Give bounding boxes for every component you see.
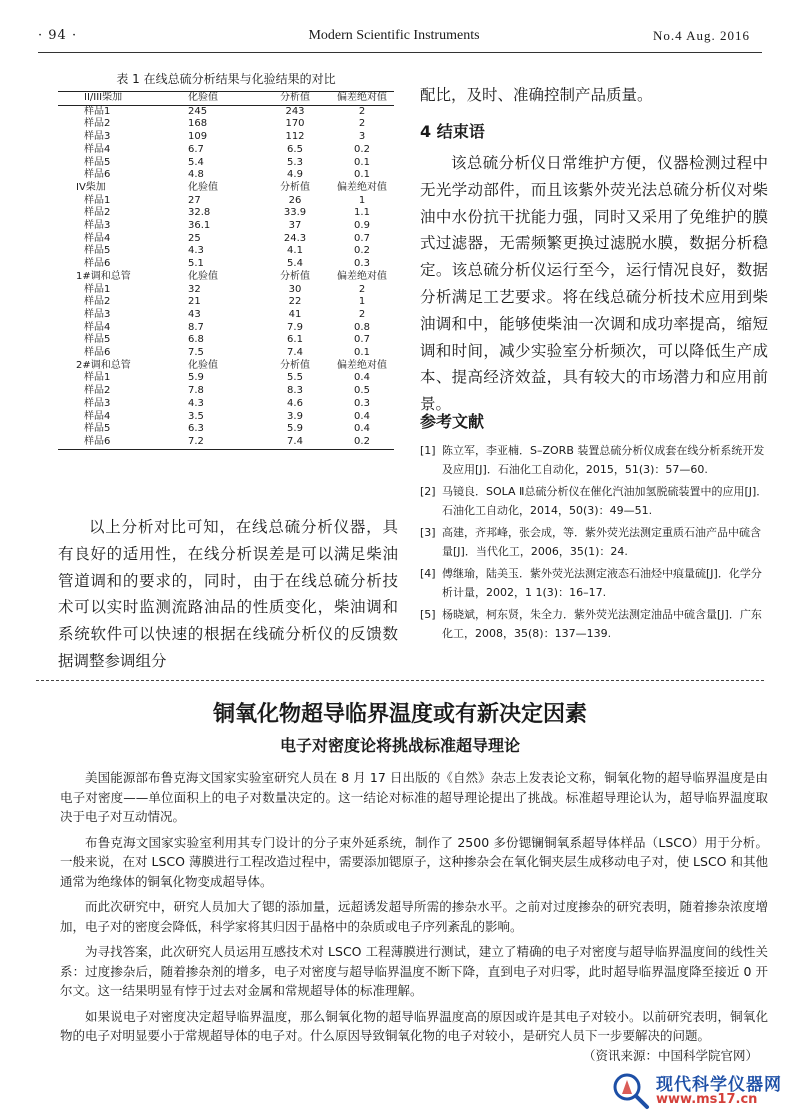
table-row <box>58 169 394 182</box>
table-cell: IV柴加 <box>76 181 106 193</box>
table-cell: 32 <box>188 283 201 295</box>
news-paragraph: 如果说电子对密度决定超导临界温度，那么铜氧化物的超导临界温度高的原因或许是其电子对较小。以前研究表明，铜氧化物的电子对明显要小于常规超导体的电子对。什么原因导致铜氧化物的电子对较小，是研究人员下一步要解决的问题。 <box>60 1008 768 1043</box>
news-paragraph: 而此次研究中，研究人员加大了锶的添加量，远超诱发超导所需的掺杂水平。之前对过度掺杂的研究表明，随着掺杂浓度增加，电子对的密度会降低，科学家将其归因于晶格中的杂质或电子序列紊乱的影响。 <box>60 899 768 934</box>
table-cell: 4.8 <box>188 169 204 181</box>
table-row <box>58 334 394 347</box>
table-cell: 24.3 <box>283 232 307 244</box>
table-cell: 5.4 <box>287 258 303 270</box>
table-cell: 5.3 <box>287 156 303 168</box>
table-cell: 8.3 <box>287 385 303 397</box>
table-cell: 0.7 <box>354 232 370 244</box>
table-cell: 1 <box>358 194 366 206</box>
table-cell: 3 <box>358 131 366 143</box>
page-header <box>38 28 750 48</box>
table-cell: 分析值 <box>280 181 310 193</box>
reference-text: 高建，齐邦峰，张会成，等．紫外荧光法测定重质石油产品中硫含量[J]．当代化工，2006，35(1)：24. <box>442 526 761 558</box>
table-cell: 分析值 <box>280 359 310 371</box>
table-cell: 样品5 <box>84 245 111 257</box>
table-row <box>58 207 394 220</box>
references-heading: 参考文献 <box>420 412 485 431</box>
table-cell: 0.7 <box>354 334 370 346</box>
table-cell: 样品2 <box>84 296 111 308</box>
table-header-cell: 偏差绝对值 <box>337 92 387 103</box>
table-row <box>58 271 394 284</box>
reference-number: [4] <box>420 567 436 580</box>
watermark-name: 现代科学仪器网 <box>656 1075 782 1095</box>
table-cell: 样品5 <box>84 156 111 168</box>
table-cell: 化验值 <box>188 359 218 371</box>
table-cell: 109 <box>188 131 208 143</box>
table-cell: 6.7 <box>188 143 204 155</box>
table-cell: 2 <box>358 283 366 295</box>
table-cell: 样品5 <box>84 423 111 435</box>
table-cell: 样品1 <box>84 105 111 117</box>
table-cell: 21 <box>188 296 201 308</box>
table-cell: 0.2 <box>354 245 370 257</box>
reference-item <box>420 565 770 602</box>
table-row <box>58 105 394 118</box>
table-cell: 样品1 <box>84 194 111 206</box>
table-row <box>58 309 394 322</box>
table-cell: 样品6 <box>84 347 111 359</box>
news-subtitle: 电子对密度论将挑战标准超导理论 <box>279 736 520 755</box>
reference-number: [2] <box>420 485 436 498</box>
reference-text: 傅继瑜，陆美玉．紫外荧光法测定液态石油烃中痕量硫[J]．化学分析计量，2002，1 1(3)：16–17. <box>442 567 762 599</box>
table-cell: 5.9 <box>188 372 204 384</box>
table-cell: 0.8 <box>354 321 370 333</box>
table-cell: 样品4 <box>84 143 111 155</box>
table-cell: 26 <box>288 194 302 206</box>
table-cell: 偏差绝对值 <box>337 181 387 193</box>
table-caption: 表 1 在线总硫分析结果与化验结果的对比 <box>116 72 336 86</box>
watermark-logo <box>610 1068 790 1112</box>
table-1 <box>58 70 394 450</box>
table-cell: 0.4 <box>354 423 370 435</box>
table-cell: 0.3 <box>354 258 370 270</box>
news-title: 铜氧化物超导临界温度或有新决定因素 <box>212 702 587 727</box>
table-cell: 2 <box>358 308 366 320</box>
table-cell: 243 <box>285 105 305 117</box>
table-row <box>58 347 394 360</box>
table-header-cell: 分析值 <box>280 92 310 103</box>
table-cell: 7.5 <box>188 347 204 359</box>
table-cell: 0.1 <box>354 169 370 181</box>
table-cell: 4.1 <box>287 245 303 257</box>
table-cell: 168 <box>188 118 208 130</box>
table-row <box>58 131 394 144</box>
reference-text: 杨晓斌，柯东贤，朱全力．紫外荧光法测定油品中硫含量[J]．广东化工，2008，35(8)：137—139. <box>442 608 762 640</box>
table-row <box>58 220 394 233</box>
table-cell: 样品3 <box>84 397 111 409</box>
table-cell: 25 <box>188 232 201 244</box>
reference-number: [1] <box>420 444 436 457</box>
news-paragraph: 布鲁克海文国家实验室利用其专门设计的分子束外延系统，制作了 2500 多份锶镧铜氧系超导体样品（LSCO）用于分析。一般来说，在对 LSCO 薄膜进行工程改造过程中，需要添加锶原子，这种掺杂会在氧化铜夹层生成移动电子对，使 LSCO 和其他通常为绝缘体的铜氧化物变成超导体。 <box>60 834 768 889</box>
table-cell: 5.9 <box>287 423 303 435</box>
table-cell: 4.3 <box>188 245 204 257</box>
table-cell: 1#调和总管 <box>76 270 131 282</box>
table-cell: 6.1 <box>287 334 303 346</box>
news-source: （资讯来源：中国科学院官网） <box>582 1048 758 1063</box>
table-header-cell: II/III柴加 <box>84 92 123 103</box>
table-cell: 样品2 <box>84 118 111 130</box>
table-cell: 37 <box>288 220 302 232</box>
table-cell: 6.8 <box>188 334 204 346</box>
reference-number: [5] <box>420 608 436 621</box>
page-number: · 94 · <box>38 28 78 43</box>
table-cell: 33.9 <box>283 207 307 219</box>
table-cell: 2#调和总管 <box>76 359 131 371</box>
issue-info: No.4 Aug. 2016 <box>652 28 750 43</box>
table-cell: 7.9 <box>287 321 303 333</box>
table-cell: 5.5 <box>287 372 303 384</box>
references-list <box>420 442 770 647</box>
table-cell: 27 <box>188 194 201 206</box>
table-cell: 0.9 <box>354 220 370 232</box>
reference-item <box>420 524 770 561</box>
news-body <box>60 768 768 1052</box>
table-cell: 化验值 <box>188 270 218 282</box>
table-row <box>58 195 394 208</box>
reference-number: [3] <box>420 526 436 539</box>
table-cell: 0.4 <box>354 372 370 384</box>
table-cell: 偏差绝对值 <box>337 270 387 282</box>
table-row <box>58 372 394 385</box>
table-cell: 样品2 <box>84 385 111 397</box>
table-cell: 0.1 <box>354 156 370 168</box>
table-cell: 样品4 <box>84 321 111 333</box>
reference-item <box>420 606 770 643</box>
table-cell: 7.4 <box>287 347 303 359</box>
reference-text: 马镜良．SOLA Ⅱ总硫分析仪在催化汽油加氢脱硫装置中的应用[J]．石油化工自动化，2014，50(3)：49—51. <box>442 485 768 517</box>
reference-item <box>420 442 770 479</box>
table-header-row <box>58 92 394 106</box>
table-cell: 2 <box>358 105 366 117</box>
table-cell: 样品6 <box>84 435 111 447</box>
conclusion-paragraph: 该总硫分析仪日常维护方便，仪器检测过程中无光学动部件，而且该紫外荧光法总硫分析仪对柴油中水份抗干扰能力强，同时又采用了免维护的膜式过滤器，无需频繁更换过滤脱水膜，数据分析稳定。该总硫分析仪运行至今，运行情况良好，数据分析满足工艺要求。将在线总硫分析技术应用到柴油调和中，能够使柴油一次调和成功率提高，缩短调和时间，减少实验室分析频次，可以降低生产成本、提高经济效益，具有较大的市场潜力和应用前景。 <box>420 154 768 414</box>
table-cell: 0.3 <box>354 397 370 409</box>
table-row <box>58 296 394 309</box>
table-cell: 6.3 <box>188 423 204 435</box>
table-row <box>58 423 394 436</box>
table-cell: 8.7 <box>188 321 204 333</box>
table-cell: 170 <box>285 118 305 130</box>
table-cell: 2 <box>358 118 366 130</box>
table-row <box>58 118 394 131</box>
table-cell: 样品2 <box>84 207 111 219</box>
table-cell: 1 <box>358 296 366 308</box>
table-cell: 化验值 <box>188 181 218 193</box>
table-cell: 3.5 <box>188 410 204 422</box>
analysis-paragraph: 以上分析对比可知，在线总硫分析仪器，具有良好的适用性，在线分析误差是可以满足柴油管道调和的要求的，同时，由于在线总硫分析技术可以实时监测流路油品的性质变化，柴油调和系统软件可以快速的根据在线硫分析仪的反馈数据调整参调组分 <box>58 518 398 670</box>
table-cell: 样品3 <box>84 308 111 320</box>
table-cell: 0.4 <box>354 410 370 422</box>
table-cell: 1.1 <box>354 207 370 219</box>
table-header-cell: 化验值 <box>188 92 218 103</box>
table-row <box>58 182 394 195</box>
news-paragraph: 为寻找答案，此次研究人员运用互感技术对 LSCO 工程薄膜进行测试，建立了精确的电子对密度与超导临界温度间的线性关系：过度掺杂后，随着掺杂剂的增多，电子对密度与超导临界温度不断下降，直到电子对归零，此时超导临界温度降至接近 0 开尔文。这一结果明显有悖于过去对金属和常规超导体的标准理解。 <box>60 944 768 998</box>
table-cell: 5.4 <box>188 156 204 168</box>
reference-text: 陈立军，李亚楠．S–ZORB 装置总硫分析仪成套在线分析系统开发及应用[J]．石油化工自动化，2015，51(3)：57—60. <box>442 444 765 476</box>
table-cell: 样品1 <box>84 283 111 295</box>
table-cell: 样品4 <box>84 232 111 244</box>
news-paragraph: 美国能源部布鲁克海文国家实验室研究人员在 8 月 17 日出版的《自然》杂志上发表论文称，铜氧化物的超导临界温度是由电子对密度——单位面积上的电子对数量决定的。这一结论对标准的超导理论提出了挑战。标准超导理论认为，超导临界温度取决于电子对互动情况。 <box>60 770 768 824</box>
table-cell: 0.2 <box>354 435 370 447</box>
reference-item <box>420 483 770 520</box>
table-cell: 0.5 <box>354 385 370 397</box>
table-cell: 7.8 <box>188 385 204 397</box>
table-cell: 30 <box>288 283 302 295</box>
section-heading-conclusion: 4 结束语 <box>420 122 485 141</box>
table-row <box>58 436 394 449</box>
table-cell: 0.1 <box>354 347 370 359</box>
table-cell: 4.6 <box>287 397 303 409</box>
table-row <box>58 411 394 424</box>
table-row <box>58 144 394 157</box>
table-cell: 偏差绝对值 <box>337 359 387 371</box>
table-cell: 样品4 <box>84 410 111 422</box>
table-cell: 0.2 <box>354 143 370 155</box>
table-row <box>58 233 394 246</box>
table-row <box>58 245 394 258</box>
table-cell: 22 <box>288 296 302 308</box>
table-cell: 112 <box>285 131 305 143</box>
table-row <box>58 360 394 373</box>
table-cell: 样品1 <box>84 372 111 384</box>
table-cell: 245 <box>188 105 208 117</box>
table-row <box>58 258 394 271</box>
table-cell: 样品3 <box>84 131 111 143</box>
table-cell: 样品3 <box>84 220 111 232</box>
table-cell: 4.3 <box>188 397 204 409</box>
table-cell: 样品5 <box>84 334 111 346</box>
header-rule <box>38 52 762 53</box>
table-row <box>58 157 394 170</box>
table-cell: 3.9 <box>287 410 303 422</box>
table-cell: 6.5 <box>287 143 303 155</box>
magnifier-icon <box>610 1070 650 1110</box>
table-cell: 分析值 <box>280 270 310 282</box>
table-cell: 32.8 <box>188 207 211 219</box>
comparison-table <box>58 91 394 450</box>
table-cell: 7.4 <box>287 435 303 447</box>
table-cell: 43 <box>188 308 201 320</box>
table-cell: 7.2 <box>188 435 204 447</box>
table-cell: 4.9 <box>287 169 303 181</box>
table-cell: 样品6 <box>84 258 111 270</box>
table-cell: 样品6 <box>84 169 111 181</box>
table-cell: 41 <box>288 308 302 320</box>
table-cell: 5.1 <box>188 258 204 270</box>
table-cell: 36.1 <box>188 220 211 232</box>
table-row <box>58 284 394 297</box>
table-row <box>58 398 394 411</box>
table-row <box>58 385 394 398</box>
section-divider <box>36 680 764 681</box>
watermark-url: www.ms17.cn <box>656 1092 758 1107</box>
journal-name: Modern Scientific Instruments <box>308 28 480 43</box>
continuation-text: 配比，及时、准确控制产品质量。 <box>420 86 653 104</box>
table-row <box>58 322 394 335</box>
